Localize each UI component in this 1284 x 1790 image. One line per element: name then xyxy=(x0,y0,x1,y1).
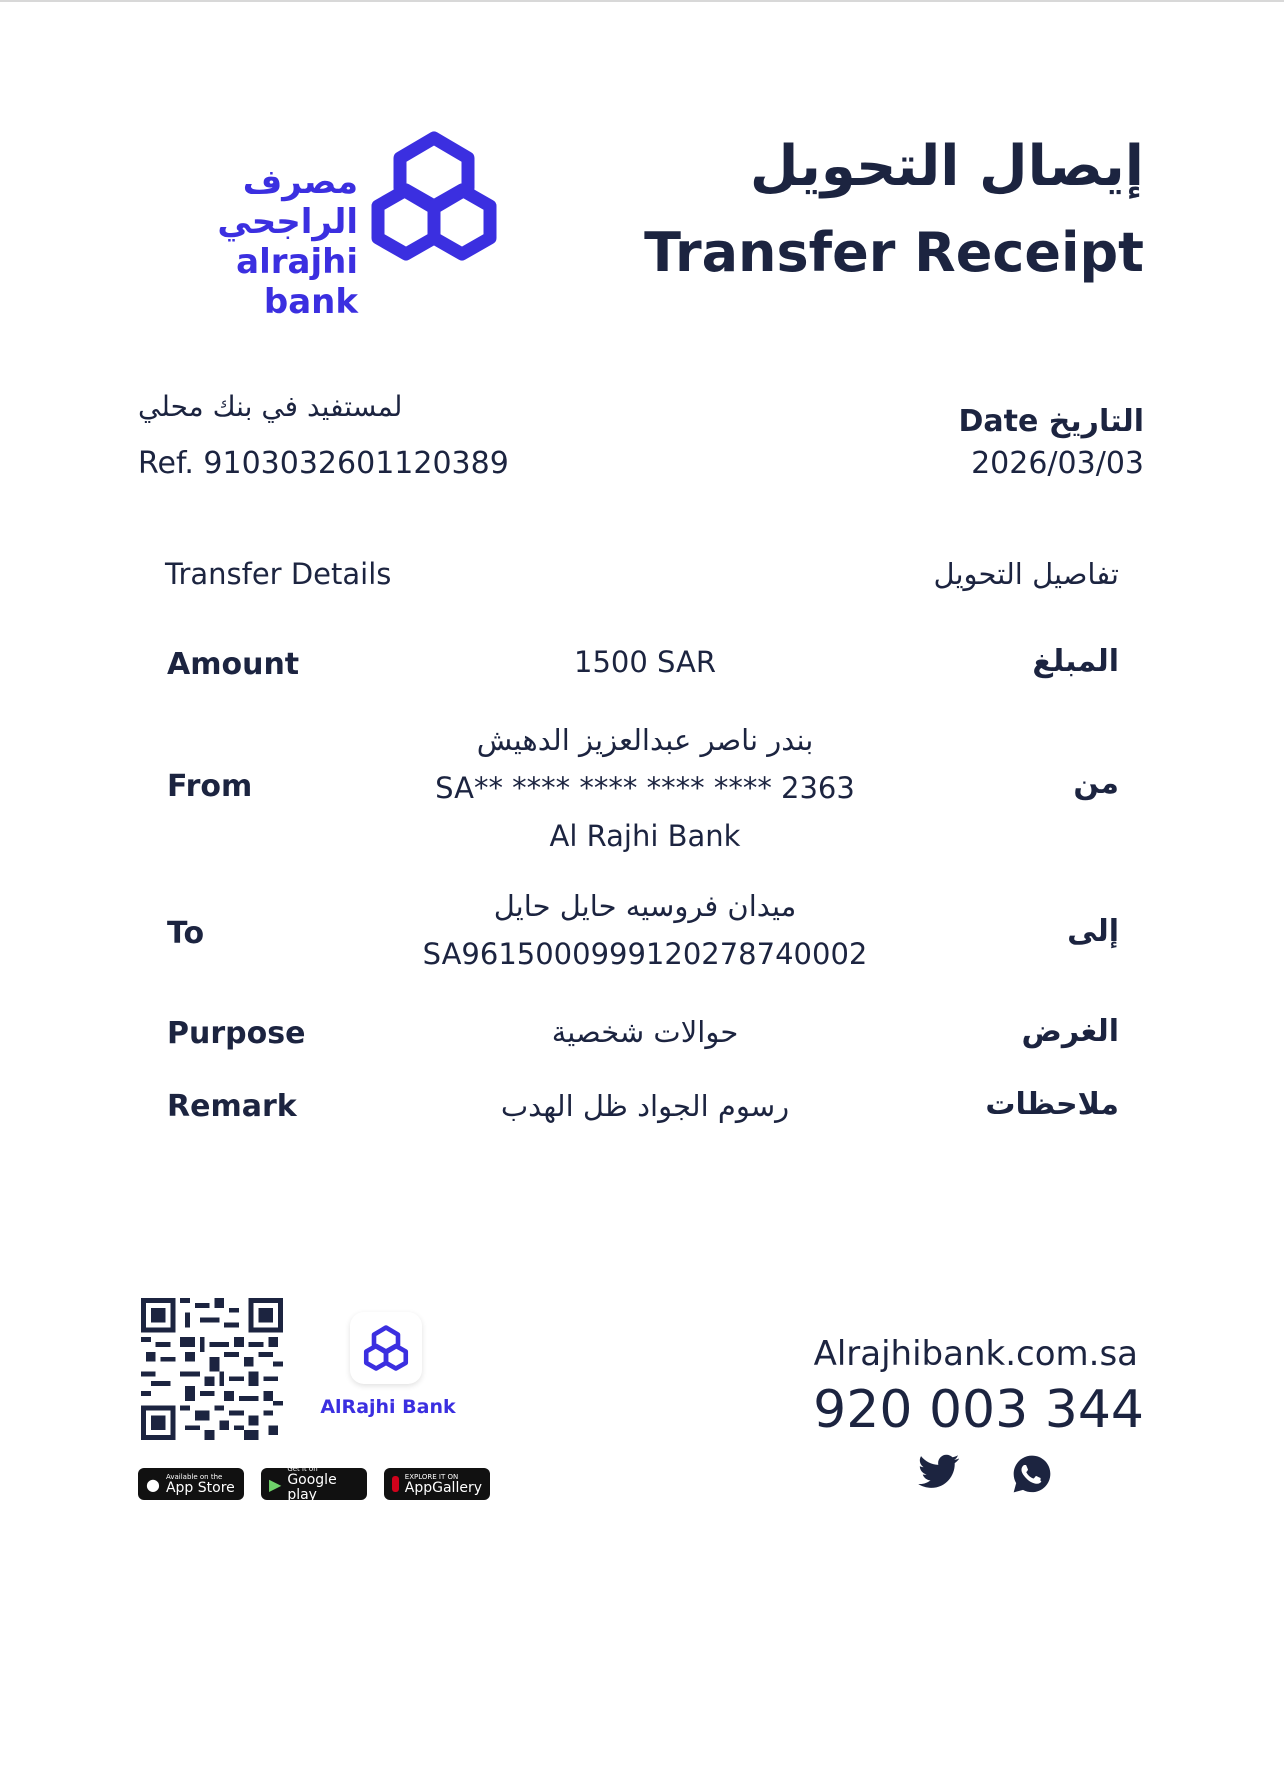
website-link[interactable]: Alrajhibank.com.sa xyxy=(813,1334,1138,1374)
appgallery-small-text: EXPLORE IT ON xyxy=(404,1472,459,1481)
transfer-details-heading-ar: تفاصيل التحويل xyxy=(933,557,1119,591)
logo-arabic: مصرف الراجحي xyxy=(217,162,358,242)
to-name: ميدان فروسيه حايل حايل xyxy=(493,889,797,923)
from-label-en: From xyxy=(167,769,253,804)
appstore-big-text: App Store xyxy=(165,1479,235,1496)
purpose-label-en: Purpose xyxy=(167,1016,306,1051)
to-label-ar: إلى xyxy=(1067,914,1119,949)
remark-value: رسوم الجواد ظل الهدب xyxy=(500,1089,790,1123)
appstore-small-text: Available on the xyxy=(165,1472,223,1481)
to-iban: SA9615000999120278740002 xyxy=(422,937,868,971)
phone-number[interactable]: 920 003 344 xyxy=(813,1380,1144,1440)
date-value: 2026/03/03 xyxy=(971,446,1144,481)
google-play-badge[interactable] xyxy=(261,1465,367,1503)
app-gallery-badge[interactable] xyxy=(384,1468,490,1500)
qr-code-icon xyxy=(141,1298,283,1444)
purpose-label-ar: الغرض xyxy=(1021,1014,1119,1049)
to-values xyxy=(390,882,900,978)
app-icon[interactable] xyxy=(350,1312,422,1384)
app-name: AlRajhi Bank xyxy=(320,1396,456,1418)
from-label-ar: من xyxy=(1073,766,1119,801)
from-name: بندر ناصر عبدالعزيز الدهيش xyxy=(476,723,814,757)
from-account: SA** **** **** **** **** 2363 xyxy=(435,771,855,805)
amount-value: 1500 SAR xyxy=(574,645,716,679)
logo-english: alrajhi bank xyxy=(236,242,358,322)
date-label: Date التاريخ xyxy=(958,404,1144,439)
remark-label-en: Remark xyxy=(167,1089,297,1124)
whatsapp-icon[interactable] xyxy=(1012,1454,1052,1498)
googleplay-small-text: Get it on xyxy=(287,1465,318,1473)
bank-logo-text xyxy=(138,162,358,322)
title-english: Transfer Receipt xyxy=(644,221,1144,284)
amount-label-ar: المبلغ xyxy=(1032,644,1119,679)
remark-label-ar: ملاحظات xyxy=(985,1087,1119,1122)
alrajhi-app-logo-icon xyxy=(362,1324,410,1372)
app-store-badge[interactable] xyxy=(138,1468,244,1500)
beneficiary-type: لمستفيد في بنك محلي xyxy=(138,390,403,423)
from-bank: Al Rajhi Bank xyxy=(549,819,741,853)
alrajhi-logo-icon xyxy=(366,128,502,268)
appgallery-big-text: AppGallery xyxy=(404,1479,482,1496)
to-label-en: To xyxy=(167,916,205,951)
transfer-details-heading-en: Transfer Details xyxy=(165,557,392,591)
twitter-icon[interactable] xyxy=(918,1454,960,1496)
play-icon: ▶ xyxy=(269,1474,282,1494)
title-arabic: إيصال التحويل xyxy=(749,134,1144,199)
from-values xyxy=(390,716,900,860)
apple-icon: ● xyxy=(146,1474,160,1494)
purpose-value: حوالات شخصية xyxy=(551,1015,739,1049)
huawei-icon xyxy=(392,1476,399,1492)
amount-label-en: Amount xyxy=(167,647,300,682)
reference-number: Ref. 9103032601120389 xyxy=(138,446,509,481)
googleplay-big-text: Google play xyxy=(287,1472,337,1503)
